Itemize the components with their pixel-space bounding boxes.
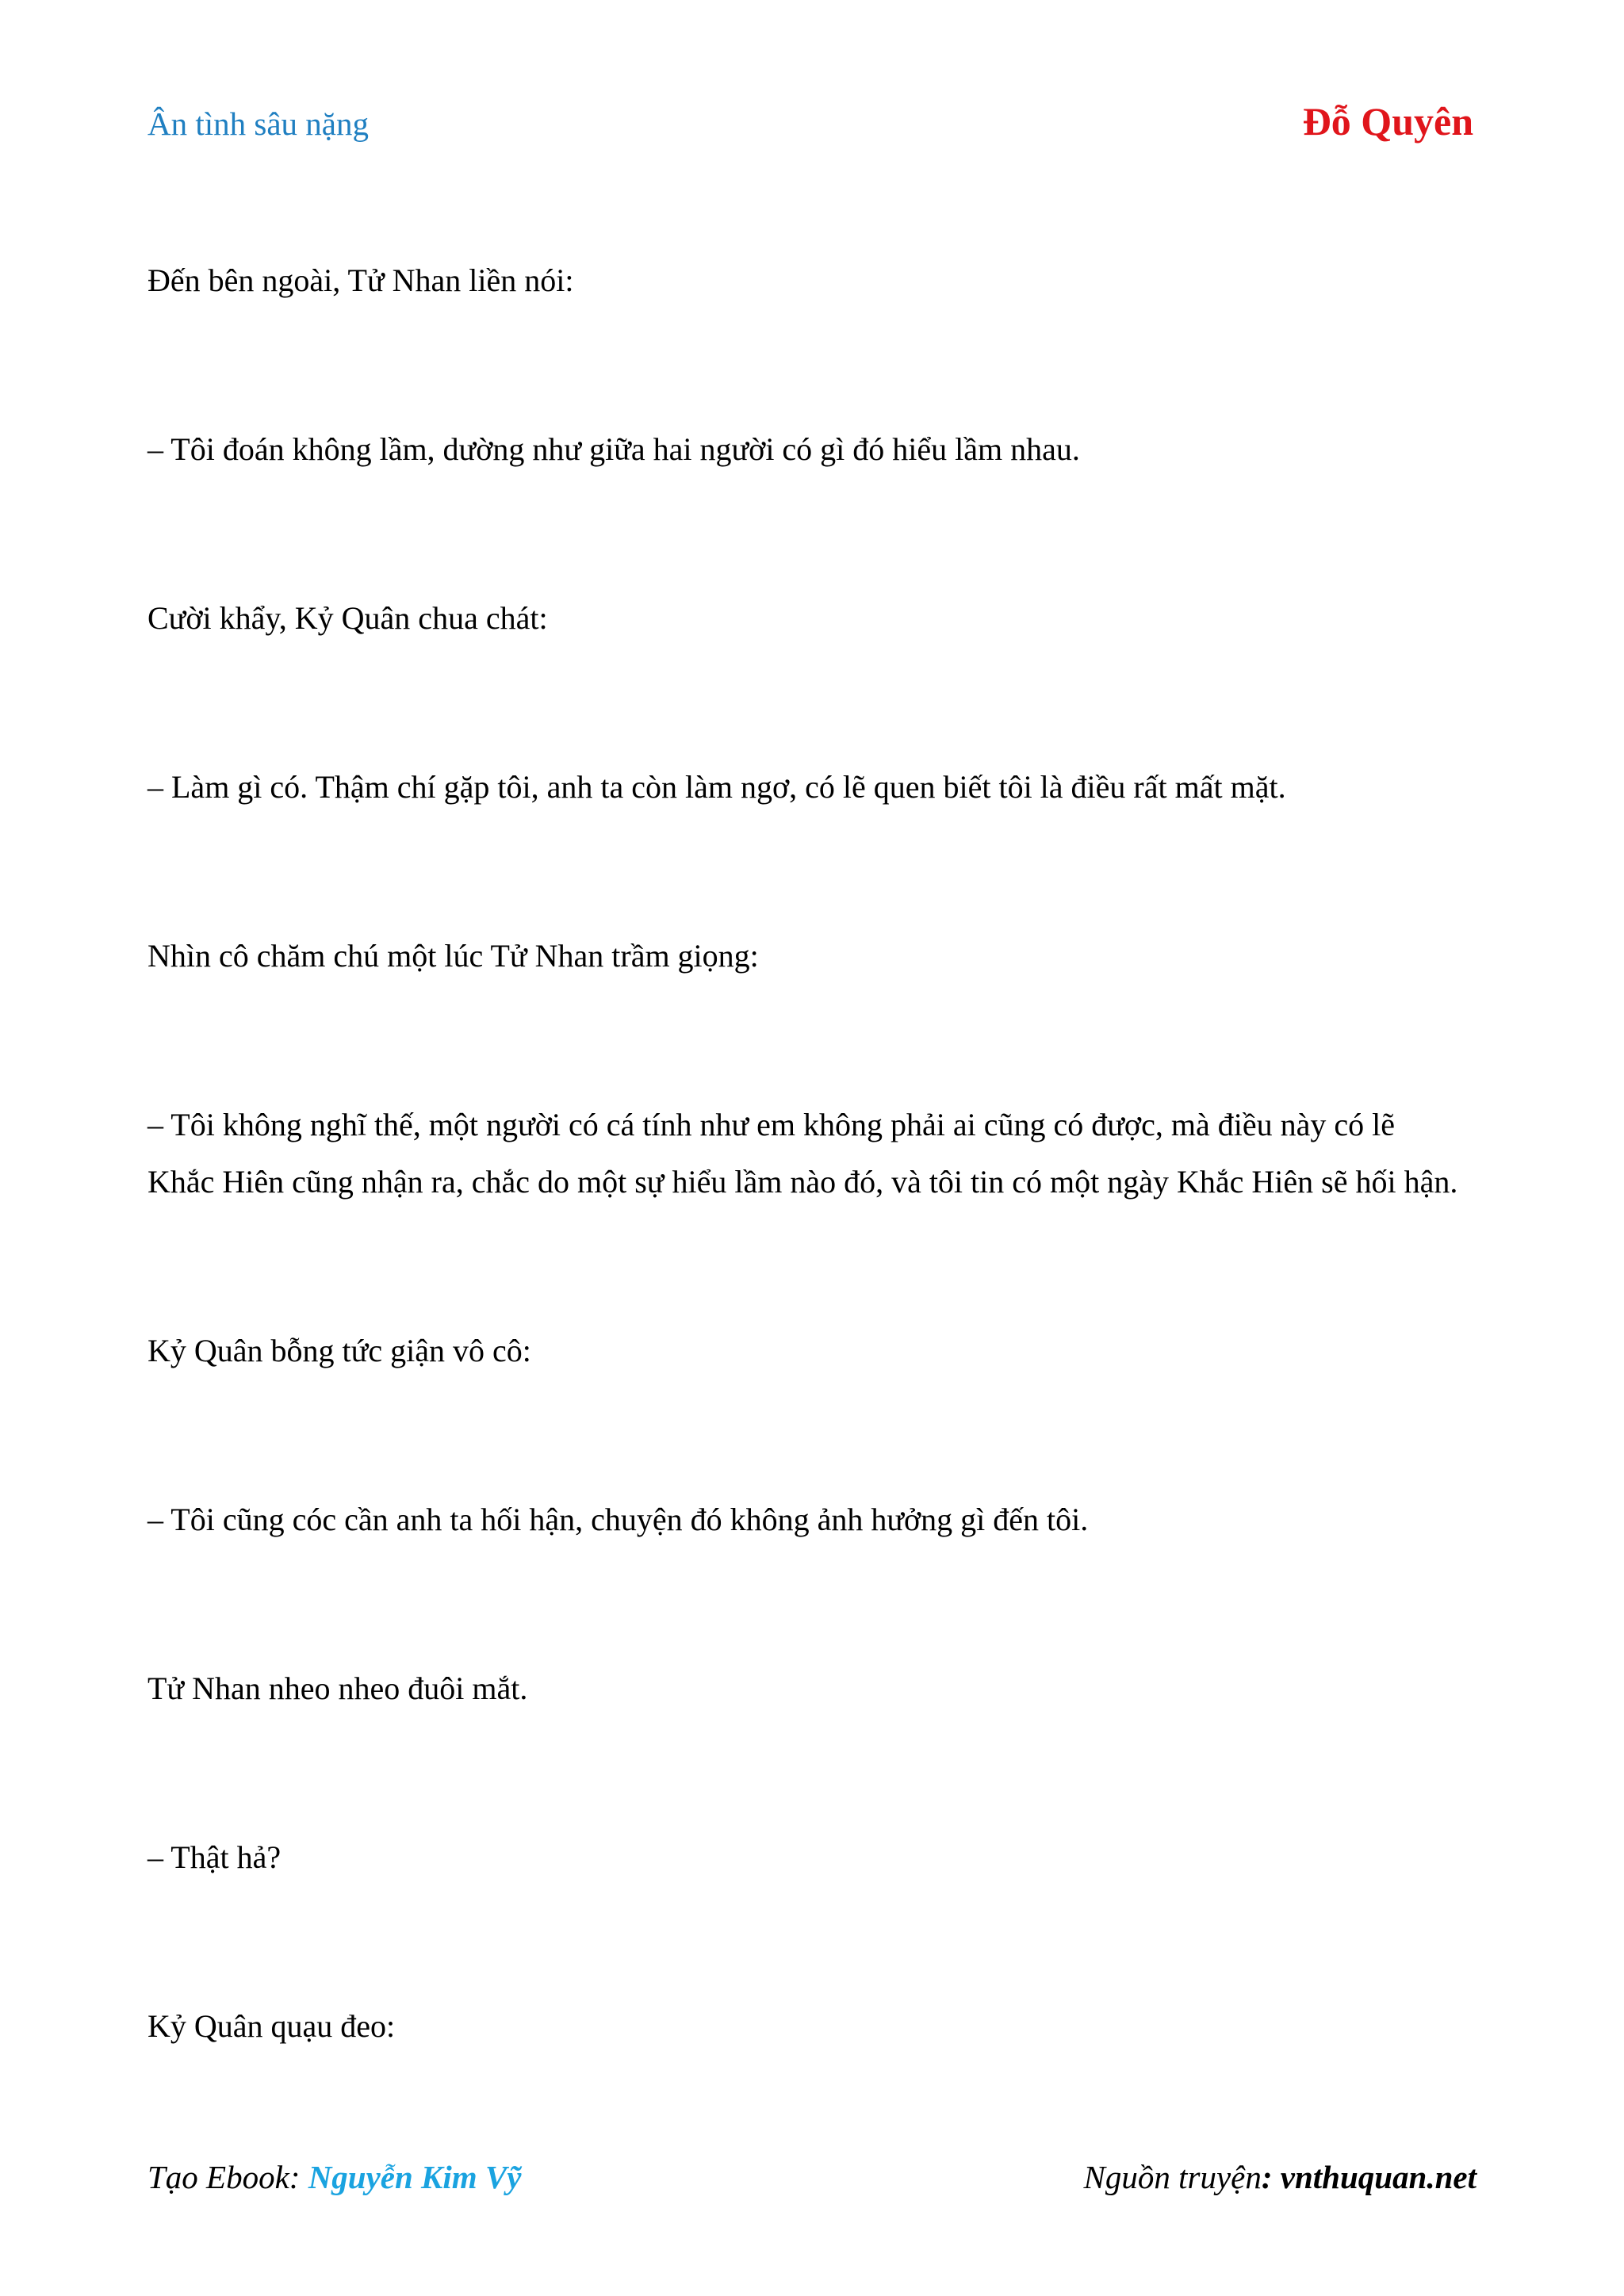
paragraph: Đến bên ngoài, Tử Nhan liền nói:: [147, 262, 574, 298]
source-separator: :: [1261, 2159, 1281, 2195]
paragraph: Tử Nhan nheo nheo đuôi mắt.: [147, 1670, 528, 1706]
page-body: [147, 252, 1464, 2167]
paragraph: Kỷ Quân bỗng tức giận vô cô:: [147, 1333, 531, 1368]
author-name: Đỗ Quyên: [1302, 99, 1473, 144]
source-label: Nguồn truyện: [1083, 2159, 1262, 2195]
page-footer: [147, 2158, 1477, 2206]
creator-label: Tạo Ebook: [147, 2159, 289, 2195]
paragraph: – Tôi không nghĩ thế, một người có cá tính như em không phải ai cũng có được, mà điều này có lẽ Khắc Hiên cũng nhận ra, chắc do một sự hiểu lầm nào đó, và tôi tin có một ngày Khắc Hiên sẽ hối hận.: [147, 1107, 1458, 1200]
paragraph: Cười khẩy, Kỷ Quân chua chát:: [147, 600, 548, 636]
ebook-credit: [147, 2158, 522, 2196]
book-title: Ân tình sâu nặng: [147, 105, 369, 142]
creator-separator: :: [289, 2159, 308, 2195]
source-name: vnthuquan.net: [1280, 2159, 1477, 2195]
creator-name: Nguyễn Kim Vỹ: [308, 2159, 522, 2195]
paragraph: Kỷ Quân quạu đeo:: [147, 2008, 396, 2044]
paragraph: – Tôi cũng cóc cần anh ta hối hận, chuyện đó không ảnh hưởng gì đến tôi.: [147, 1502, 1089, 1537]
paragraph: Nhìn cô chăm chú một lúc Tử Nhan trầm giọng:: [147, 938, 759, 974]
source-credit: [1084, 2158, 1477, 2196]
page-header: [147, 98, 1473, 162]
paragraph: – Làm gì có. Thậm chí gặp tôi, anh ta còn làm ngơ, có lẽ quen biết tôi là điều rất mất mặt.: [147, 769, 1286, 805]
paragraph: – Tôi đoán không lầm, dường như giữa hai người có gì đó hiểu lầm nhau.: [147, 431, 1080, 467]
paragraph: – Thật hả?: [147, 1839, 282, 1875]
